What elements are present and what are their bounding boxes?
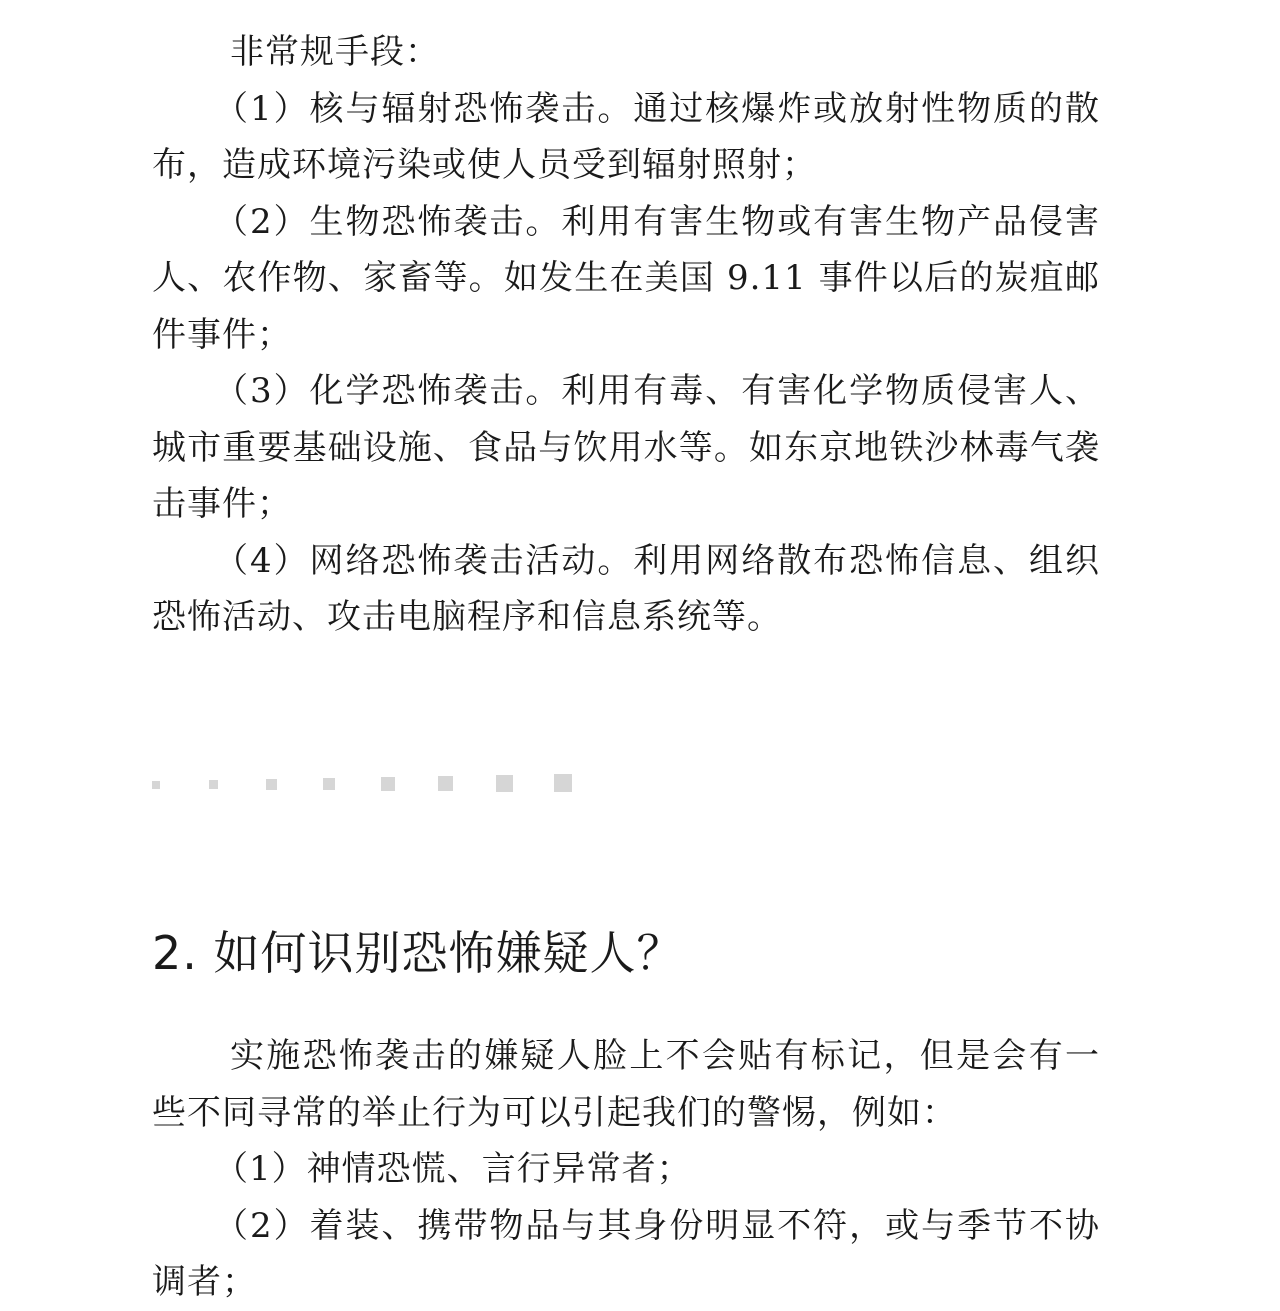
divider-dot (438, 776, 453, 791)
list-item-nuclear: （1）核与辐射恐怖袭击。通过核爆炸或放射性物质的散布，造成环境污染或使人员受到辐射照射； (152, 88, 1100, 185)
list-item-cyber: （4）网络恐怖袭击活动。利用网络散布恐怖信息、组织恐怖活动、攻击电脑程序和信息系统等。 (152, 540, 1100, 637)
divider-dot (381, 777, 395, 791)
list-item-behavior: （1）神情恐慌、言行异常者； (214, 1149, 692, 1189)
list-item-biological: （2）生物恐怖袭击。利用有害生物或有害生物产品侵害人、农作物、家畜等。如发生在美国 9.11 事件以后的炭疽邮件事件； (152, 201, 1100, 355)
section-2-body (152, 1028, 1100, 1311)
divider-dot (323, 778, 335, 790)
divider-dot (554, 774, 572, 792)
divider-dot (152, 781, 160, 789)
divider-dot (266, 779, 277, 790)
decorative-divider-dots (152, 772, 582, 794)
section-2-intro: 实施恐怖袭击的嫌疑人脸上不会贴有标记，但是会有一些不同寻常的举止行为可以引起我们的警惕，例如： (152, 1036, 1100, 1133)
list-item-chemical: （3）化学恐怖袭击。利用有毒、有害化学物质侵害人、城市重要基础设施、食品与饮用水等。如东京地铁沙林毒气袭击事件； (152, 371, 1100, 524)
divider-dot (209, 780, 218, 789)
list-item-appearance: （2）着装、携带物品与其身份明显不符，或与季节不协调者； (152, 1205, 1100, 1302)
section-1-body (152, 24, 1100, 646)
section-2-heading: 2. 如何识别恐怖嫌疑人？ (152, 926, 684, 980)
section-1-intro: 非常规手段： (230, 32, 440, 72)
divider-dot (496, 775, 513, 792)
